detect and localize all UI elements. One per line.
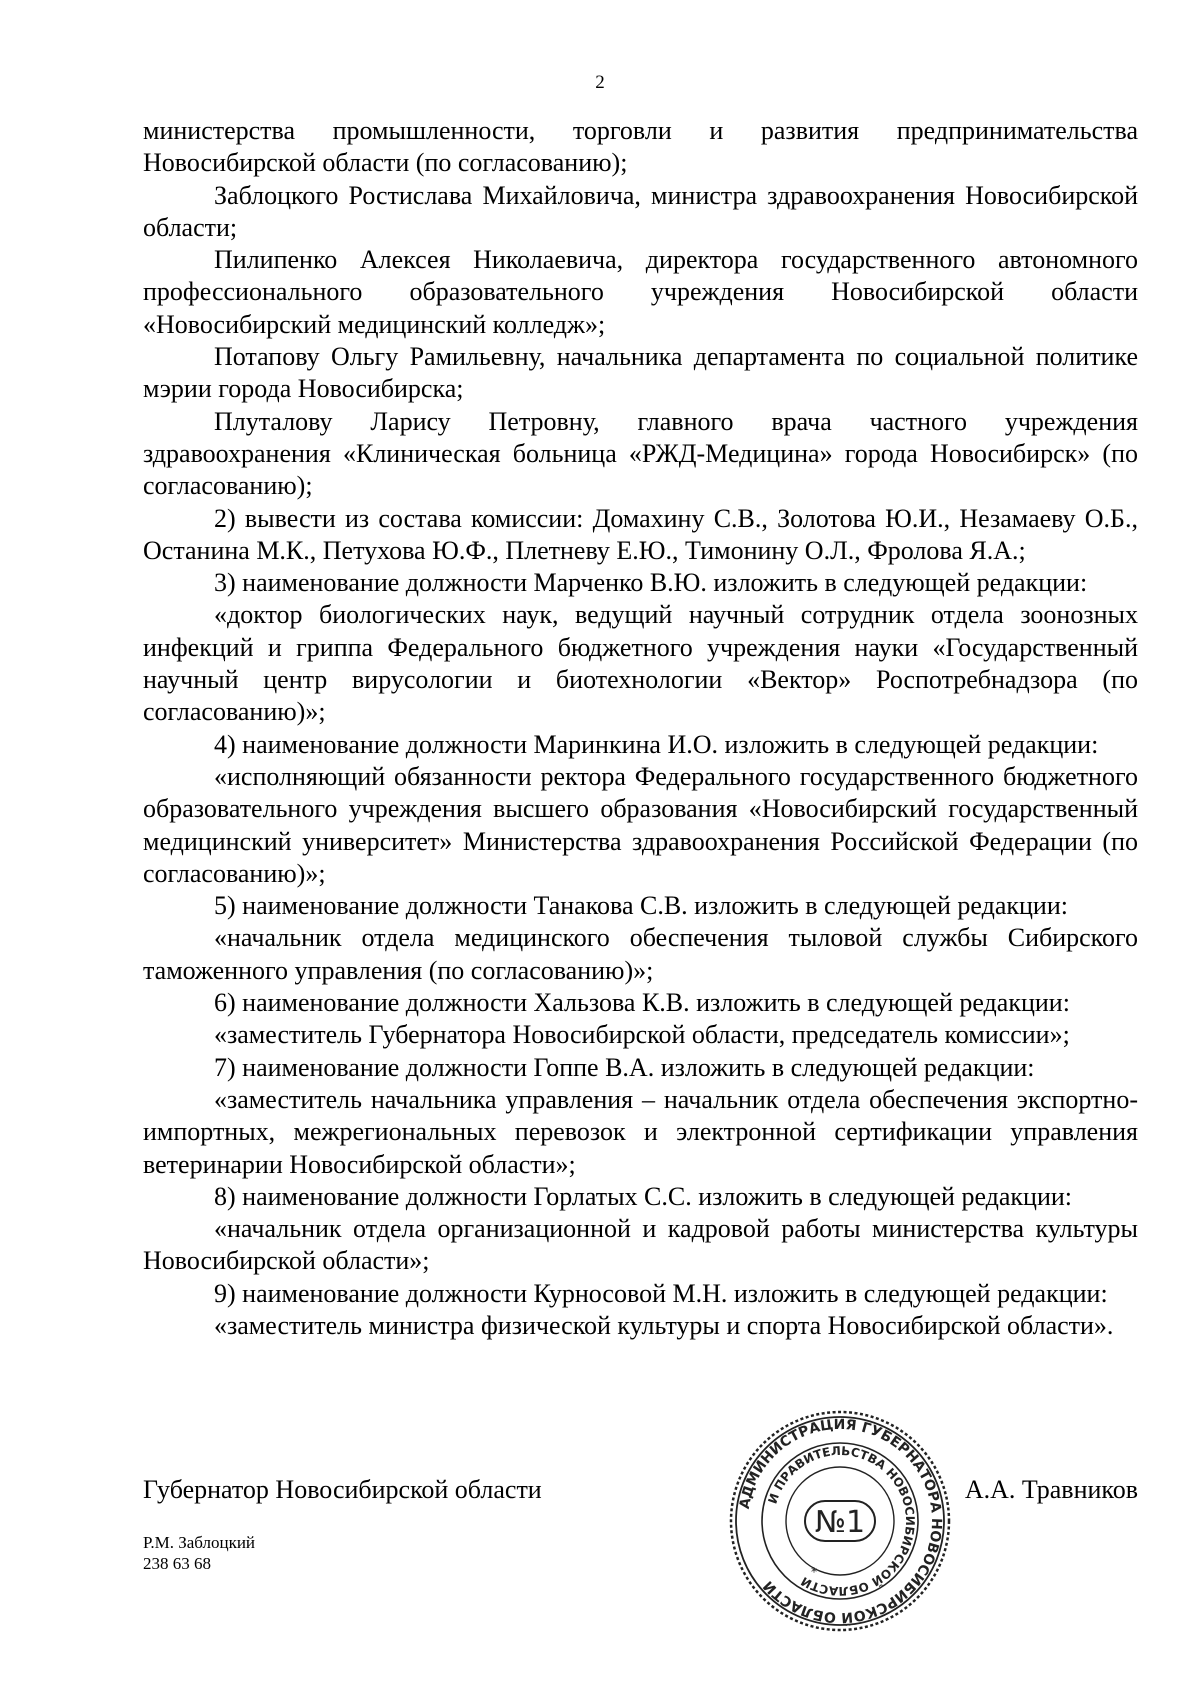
signatory-name: А.А. Травников — [964, 1475, 1138, 1504]
executor-name: Р.М. Заблоцкий — [143, 1533, 256, 1552]
paragraph: «начальник отдела организационной и кадровой работы министерства культуры Новосибирской области»; — [143, 1214, 1138, 1276]
seal-inner-text: И ПРАВИТЕЛЬСТВА НОВОСИБИРСКОЙ ОБЛАСТИ — [765, 1443, 918, 1599]
seal-outer-text: АДМИНИСТРАЦИЯ ГУБЕРНАТОРА НОВОСИБИРСКОЙ ОБЛАСТИ — [736, 1416, 945, 1626]
paragraph: «исполняющий обязанности ректора Федерального государственного бюджетного образовательного учреждения высшего образования «Новосибирский государственный медицинский университет» Министерства здравоохранения Российской Федерации (по согласованию)»; — [143, 761, 1138, 888]
signatory-position: Губернатор Новосибирской области — [143, 1475, 542, 1504]
paragraph: Плуталову Ларису Петровну, главного врача частного учреждения здравоохранения «Клиническая больница «РЖД-Медицина» города Новосибирск» (по согласованию); — [143, 406, 1138, 501]
document-body — [143, 115, 1138, 1342]
paragraph: 7) наименование должности Гоппе В.А. изложить в следующей редакции: — [214, 1052, 1035, 1082]
executor-phone: 238 63 68 — [143, 1554, 211, 1573]
paragraph: «заместитель начальника управления – начальник отдела обеспечения экспортно-импортных, межрегиональных перевозок и электронной сертификации управления ветеринарии Новосибирской области»; — [143, 1084, 1138, 1179]
paragraph: Пилипенко Алексея Николаевича, директора государственного автономного профессионального образовательного учреждения Новосибирской области «Новосибирский медицинский колледж»; — [143, 245, 1138, 339]
svg-text:*: * — [811, 1565, 817, 1579]
paragraph: «заместитель министра физической культуры и спорта Новосибирской области». — [214, 1310, 1114, 1340]
seal-number: №1 — [814, 1505, 866, 1540]
paragraph: «заместитель Губернатора Новосибирской области, председатель комиссии»; — [214, 1020, 1070, 1050]
paragraph: «доктор биологических наук, ведущий научный сотрудник отдела зоонозных инфекций и гриппа Федерального бюджетного учреждения науки «Государственный научный центр вирусологии и биотехнологии «Вектор» Роспотребнадзора (по согласованию)»; — [143, 600, 1138, 727]
paragraph: 5) наименование должности Танакова С.В. изложить в следующей редакции: — [214, 891, 1068, 921]
official-seal — [727, 1408, 953, 1634]
page-number: 2 — [595, 72, 605, 93]
paragraph: 9) наименование должности Курносовой М.Н. изложить в следующей редакции: — [214, 1278, 1108, 1308]
paragraph: 3) наименование должности Марченко В.Ю. изложить в следующей редакции: — [214, 568, 1088, 598]
paragraph: 4) наименование должности Маринкина И.О. изложить в следующей редакции: — [214, 729, 1099, 759]
paragraph: Заблоцкого Ростислава Михайловича, министра здравоохранения Новосибирской области; — [143, 180, 1138, 242]
paragraph: 2) вывести из состава комиссии: Домахину С.В., Золотова Ю.И., Незамаеву О.Б., Останина М.К., Петухова Ю.Ф., Плетневу Е.Ю., Тимонину О.Л., Фролова Я.А.; — [143, 503, 1138, 565]
paragraph: 8) наименование должности Горлатых С.С. изложить в следующей редакции: — [214, 1181, 1073, 1211]
paragraph: Потапову Ольгу Рамильевну, начальника департамента по социальной политике мэрии города Новосибирска; — [143, 342, 1138, 404]
paragraph: 6) наименование должности Хальзова К.В. изложить в следующей редакции: — [214, 988, 1070, 1018]
paragraph: министерства промышленности, торговли и развития предпринимательства Новосибирской области (по согласованию); — [143, 116, 1138, 178]
executor-info — [143, 1532, 255, 1574]
paragraph: «начальник отдела медицинского обеспечения тыловой службы Сибирского таможенного управления (по согласованию)»; — [143, 923, 1138, 985]
